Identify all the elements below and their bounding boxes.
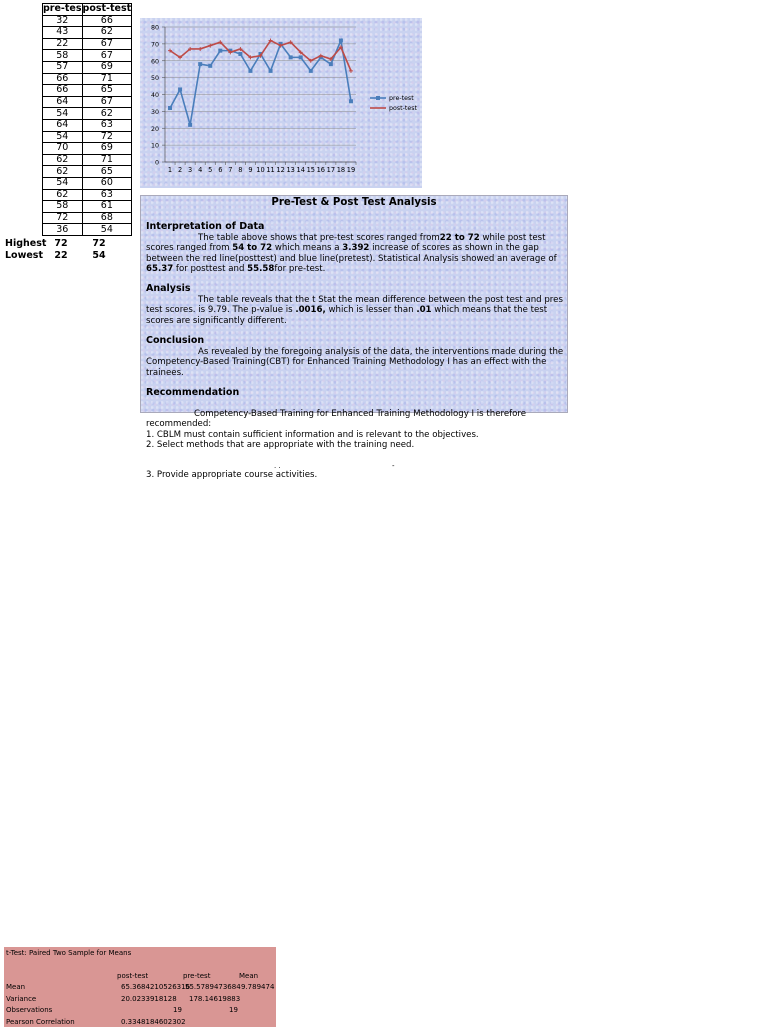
post-test-cell: 69	[82, 61, 132, 73]
post-test-cell: 62	[82, 108, 132, 120]
y-tick-label: 10	[150, 142, 159, 150]
stray-mark: -	[392, 462, 395, 470]
x-tick-label: 1	[167, 166, 173, 174]
t-test-mean-diff: 9.789474	[241, 983, 275, 991]
y-tick-label: 40	[150, 92, 159, 99]
pre-test-cell: 54	[43, 131, 83, 143]
post-test-cell: 65	[82, 85, 132, 97]
post-test-cell: 68	[82, 212, 132, 224]
lowest-label: Lowest	[5, 250, 43, 261]
table-row	[43, 38, 132, 50]
pre-test-cell: 54	[43, 108, 83, 120]
x-tick-label: 2	[177, 166, 183, 174]
table-header-row	[43, 4, 132, 16]
pre-test-cell: 58	[43, 201, 83, 213]
line-chart	[140, 18, 422, 188]
interp-post-avg: 65.37	[146, 264, 174, 275]
t-test-observations-label: Observations	[6, 1006, 53, 1014]
table-row	[43, 177, 132, 189]
data-point-pre-test	[208, 64, 212, 68]
highest-pre-value: 72	[54, 238, 68, 249]
x-tick-label: 8	[238, 166, 243, 174]
legend-marker-pre-test	[376, 96, 380, 100]
table-row	[43, 50, 132, 62]
interp-text-3: which means a	[272, 243, 343, 254]
t-test-mean-pre: 55.5789473684	[185, 983, 241, 991]
x-tick-label: 14	[296, 166, 305, 174]
table-row	[43, 154, 132, 166]
line-chart-area	[140, 18, 422, 188]
post-test-cell: 72	[82, 131, 132, 143]
analysis-title: Pre-Test & Post Test Analysis	[271, 197, 437, 208]
table-row	[43, 212, 132, 224]
pre-test-cell: 66	[43, 73, 83, 85]
table-row	[43, 27, 132, 39]
analysis-heading: Analysis	[146, 283, 191, 294]
header-pre-test: pre-tes	[43, 3, 82, 15]
data-point-post-test	[198, 47, 202, 51]
recommendation-item-3: 3. Provide appropriate course activities.	[146, 470, 318, 480]
lowest-pre-value: 22	[54, 250, 68, 261]
data-point-pre-test	[198, 62, 202, 66]
pre-test-cell: 72	[43, 212, 83, 224]
post-test-cell: 54	[82, 224, 132, 236]
t-test-variance-post: 20.0233918128	[121, 995, 177, 1003]
table-row	[43, 73, 132, 85]
post-test-cell: 66	[82, 15, 132, 27]
stray-mark: . .	[274, 462, 281, 470]
table-row	[43, 143, 132, 155]
analysis-paragraph	[146, 295, 564, 326]
pre-test-cell: 62	[43, 154, 83, 166]
t-test-mean-post: 65.3684210526316	[121, 983, 191, 991]
y-tick-label: 60	[150, 58, 159, 66]
x-tick-label: 13	[286, 166, 295, 174]
post-test-cell: 60	[82, 177, 132, 189]
pre-test-cell: 32	[43, 15, 83, 27]
data-point-pre-test	[188, 123, 192, 127]
data-point-pre-test	[299, 55, 303, 59]
post-test-cell: 71	[82, 154, 132, 166]
interp-text-1: The table above shows that pre-test scores ranged from	[198, 233, 440, 243]
y-tick-label: 0	[154, 159, 159, 167]
data-point-pre-test	[309, 69, 313, 73]
post-test-cell: 65	[82, 166, 132, 178]
scores-table	[42, 3, 132, 236]
t-test-title: t-Test: Paired Two Sample for Means	[6, 949, 132, 957]
x-tick-label: 16	[316, 166, 326, 174]
data-point-pre-test	[289, 55, 293, 59]
analysis-text-3: which means that the test scores are significantly different.	[146, 305, 548, 326]
x-tick-label: 19	[346, 166, 356, 174]
pre-test-cell: 43	[43, 27, 83, 39]
post-test-cell: 67	[82, 38, 132, 50]
x-tick-label: 7	[228, 166, 233, 174]
x-tick-label: 9	[248, 166, 253, 174]
data-point-pre-test	[168, 106, 172, 110]
x-tick-label: 18	[336, 166, 346, 174]
interpretation-paragraph	[146, 233, 564, 275]
analysis-p-value: .0016,	[295, 305, 326, 316]
t-test-variance-label: Variance	[6, 995, 37, 1003]
data-point-pre-test	[269, 69, 273, 73]
interp-text-5: for posttest and	[173, 264, 248, 275]
analysis-text-1: The table reveals that the t Stat the mean difference between the post test and pres test scores. is 9.79. The p-value is	[146, 295, 563, 316]
y-tick-label: 70	[150, 41, 159, 49]
post-test-cell: 63	[82, 189, 132, 201]
highest-label: Highest	[5, 238, 47, 249]
pre-test-cell: 36	[43, 224, 83, 236]
pre-test-cell: 54	[43, 177, 83, 189]
interp-pre-range: 22 to 72	[439, 233, 480, 243]
y-tick-label: 20	[150, 125, 159, 133]
pre-test-cell: 58	[43, 50, 83, 62]
post-test-cell: 71	[82, 73, 132, 85]
interpretation-heading: Interpretation of Data	[146, 221, 265, 232]
data-point-pre-test	[178, 87, 182, 91]
t-test-pearson-label: Pearson Correlation	[6, 1018, 75, 1026]
data-point-pre-test	[248, 69, 252, 73]
interp-post-range: 54 to 72	[232, 243, 273, 254]
pre-test-cell: 66	[43, 85, 83, 97]
t-test-variance-pre: 178.14619883	[189, 995, 241, 1003]
conclusion-heading: Conclusion	[146, 335, 205, 346]
t-test-col-mean: Mean	[239, 972, 259, 980]
t-test-observations-pre: 19	[229, 1006, 238, 1014]
y-tick-label: 80	[150, 24, 159, 32]
x-tick-label: 4	[198, 166, 203, 174]
interp-pre-avg: 55.58	[247, 264, 275, 275]
recommendation-item-2: 2. Select methods that are appropriate with the training need.	[146, 440, 415, 450]
table-row	[43, 85, 132, 97]
table-row	[43, 166, 132, 178]
t-test-mean-label: Mean	[6, 983, 26, 991]
x-tick-label: 11	[266, 166, 275, 174]
table-row	[43, 224, 132, 236]
pre-test-cell: 57	[43, 61, 83, 73]
table-row	[43, 61, 132, 73]
data-point-pre-test	[329, 62, 333, 66]
table-row	[43, 15, 132, 27]
table-row	[43, 108, 132, 120]
table-row	[43, 131, 132, 143]
x-tick-label: 6	[218, 166, 223, 174]
legend-label-post-test: post-test	[389, 105, 417, 113]
lowest-post-value: 54	[92, 250, 106, 261]
pre-test-cell: 22	[43, 38, 83, 50]
table-row	[43, 201, 132, 213]
post-test-cell: 61	[82, 201, 132, 213]
pre-test-cell: 64	[43, 96, 83, 108]
pre-test-cell: 62	[43, 166, 83, 178]
interp-gain: 3.392	[342, 243, 370, 254]
table-row	[43, 96, 132, 108]
t-test-col-post: post-test	[117, 972, 149, 980]
post-test-cell: 67	[82, 96, 132, 108]
x-tick-label: 10	[256, 166, 265, 174]
legend-label-pre-test: pre-test	[389, 95, 414, 103]
table-row	[43, 189, 132, 201]
y-tick-label: 50	[150, 75, 159, 83]
t-test-pearson-value: 0.3348184602302	[121, 1018, 186, 1026]
recommendation-heading: Recommendation	[146, 387, 240, 398]
conclusion-paragraph: As revealed by the foregoing analysis of the data, the interventions made during the Competency-Based Training(CBT) for Enhanced Training Methodology I has an effect with the trainees.	[146, 347, 564, 378]
x-tick-label: 5	[208, 166, 213, 174]
post-test-cell: 67	[82, 50, 132, 62]
header-post-test: post-test	[82, 3, 132, 15]
t-test-col-pre: pre-test	[183, 972, 211, 980]
recommendation-intro: Competency-Based Training for Enhanced Training Methodology I is therefore recommended:	[146, 409, 527, 430]
y-tick-label: 30	[150, 108, 159, 116]
highest-post-value: 72	[92, 238, 106, 249]
t-test-observations-post: 19	[173, 1006, 182, 1014]
data-point-pre-test	[339, 39, 343, 43]
post-test-cell: 63	[82, 119, 132, 131]
recommendation-item-1: 1. CBLM must contain sufficient information and is relevant to the objectives.	[146, 430, 479, 440]
t-test-table	[4, 947, 276, 1027]
x-tick-label: 12	[276, 166, 285, 174]
analysis-alpha: .01	[416, 305, 432, 316]
data-point-pre-test	[349, 99, 353, 103]
pre-test-cell: 62	[43, 189, 83, 201]
table-row	[43, 119, 132, 131]
x-tick-label: 17	[326, 166, 336, 174]
x-tick-label: 3	[188, 166, 193, 174]
analysis-text-2: which is lesser than	[325, 305, 417, 316]
interp-text-6: for pre-test.	[274, 264, 326, 275]
pre-test-cell: 70	[43, 143, 83, 155]
data-point-pre-test	[218, 49, 222, 53]
post-test-cell: 69	[82, 143, 132, 155]
interp-text-4: increase of scores as shown in the gap between the red line(posttest) and blue line(pretest). Statistical Analysis showed an average of	[146, 243, 557, 264]
pre-test-cell: 64	[43, 119, 83, 131]
interp-text-2: while post test scores ranged from	[146, 233, 546, 254]
data-point-pre-test	[238, 52, 242, 56]
x-tick-label: 15	[306, 166, 315, 174]
post-test-cell: 62	[82, 27, 132, 39]
